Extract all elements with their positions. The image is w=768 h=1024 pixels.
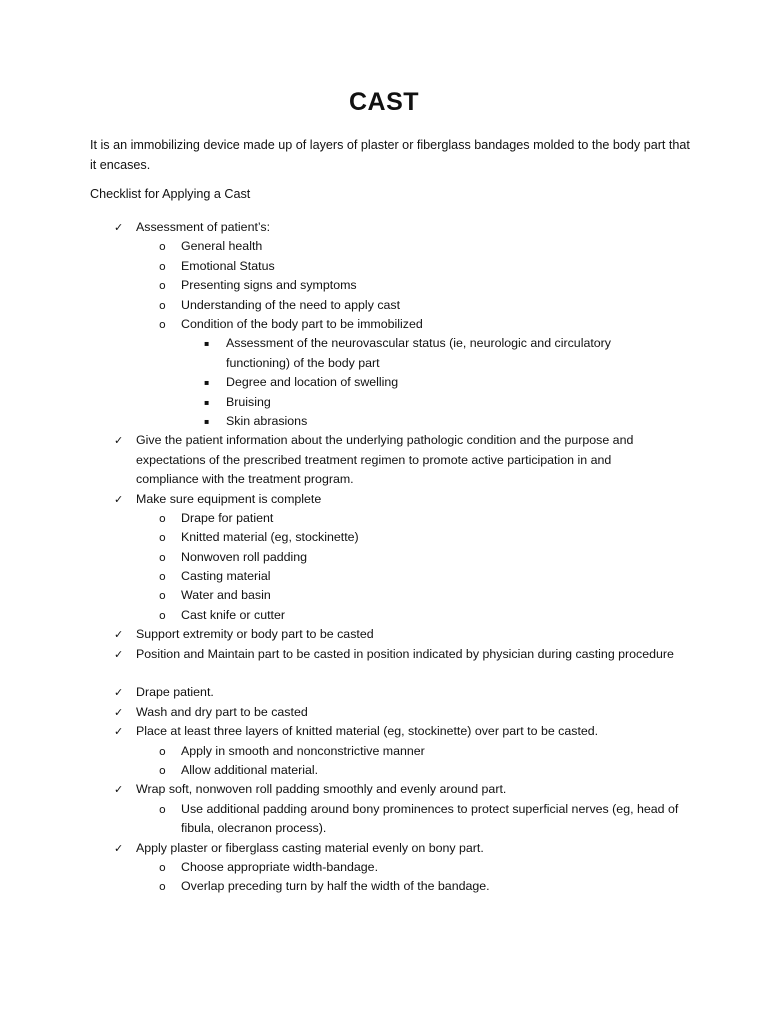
list-item-text: Skin abrasions [226,413,308,428]
list-item-text: Casting material [181,569,271,584]
list-item-level-3 [0,393,768,412]
list-item-text: Assessment of the neurovascular status (ie, neurologic and circulatory functioning) of the body part [226,336,611,370]
list-item-level-2 [0,858,768,877]
list-item-level-2 [0,528,768,547]
list-item-text: Drape for patient [181,510,274,525]
checkmark-icon: ✓ [114,841,124,855]
list-item-level-2 [0,761,768,780]
list-item-level-2 [0,315,768,334]
list-item-text: Nonwoven roll padding [181,549,308,564]
page-title: CAST [348,88,420,116]
list-item-text: Position and Maintain part to be casted in position indicated by physician during casting procedure [136,646,674,661]
circle-bullet-icon: o [159,317,166,331]
checkmark-icon: ✓ [114,705,124,719]
list-item-level-1 [0,780,768,799]
list-item-level-3 [0,412,768,431]
square-bullet-icon: ▪ [204,397,210,407]
circle-bullet-icon: o [159,279,166,293]
circle-bullet-icon: o [159,744,166,758]
circle-bullet-icon: o [159,240,166,254]
square-bullet-icon: ▪ [204,416,210,426]
list-item-level-2 [0,800,768,839]
list-item-text: General health [181,239,263,254]
circle-bullet-icon: o [159,550,166,564]
list-item-level-2 [0,296,768,315]
list-item-level-1 [0,722,768,741]
list-item-level-3 [0,334,768,373]
list-item-level-1 [0,431,768,489]
checkmark-icon: ✓ [114,686,124,700]
list-item-level-3 [0,373,768,392]
list-item-text: Allow additional material. [181,762,319,777]
checkmark-icon: ✓ [114,725,124,739]
circle-bullet-icon: o [159,880,166,894]
list-item-level-1 [0,490,768,509]
list-item-level-2 [0,606,768,625]
list-item-level-1 [0,645,768,684]
list-item-level-1 [0,218,768,237]
circle-bullet-icon: o [159,511,166,525]
list-item-text: Give the patient information about the underlying pathologic condition and the purpose and expectations of the prescribed treatment regimen to promote active participation in and compliance with the treatment program. [136,433,634,487]
checklist [0,218,768,897]
list-item-level-2 [0,276,768,295]
checkmark-icon: ✓ [114,434,124,448]
list-item-level-1 [0,683,768,702]
list-item-text: Cast knife or cutter [181,607,285,622]
list-item-level-1 [0,625,768,644]
list-item-level-2 [0,877,768,896]
list-item-text: Use additional padding around bony prominences to protect superficial nerves (eg, head of fibula, olecranon process). [181,801,679,836]
circle-bullet-icon: o [159,589,166,603]
checkmark-icon: ✓ [114,783,124,797]
list-item-level-2 [0,567,768,586]
list-item-text: Emotional Status [181,258,275,273]
checkmark-icon: ✓ [114,492,124,506]
list-item-text: Place at least three layers of knitted material (eg, stockinette) over part to be casted. [136,724,599,739]
circle-bullet-icon: o [159,531,166,545]
circle-bullet-icon: o [159,259,166,273]
circle-bullet-icon: o [159,298,166,312]
list-item-text: Bruising [226,394,271,409]
list-item-text: Wrap soft, nonwoven roll padding smoothly and evenly around part. [136,782,507,797]
list-item-level-2 [0,548,768,567]
square-bullet-icon: ▪ [204,339,210,349]
list-item-level-2 [0,237,768,256]
circle-bullet-icon: o [159,802,166,816]
checkmark-icon: ✓ [114,628,124,642]
list-item-text: Assessment of patient’s: [136,220,271,234]
checkmark-icon: ✓ [114,647,124,661]
list-item-text: Support extremity or body part to be casted [136,627,374,642]
list-item-text: Make sure equipment is complete [136,491,322,506]
circle-bullet-icon: o [159,570,166,584]
circle-bullet-icon: o [159,763,166,777]
list-item-level-2 [0,586,768,605]
list-item-text: Wash and dry part to be casted [136,704,308,719]
list-item-level-2 [0,257,768,276]
list-item-text: Presenting signs and symptoms [181,278,357,293]
list-item-text: Understanding of the need to apply cast [181,297,401,312]
list-item-text: Water and basin [181,588,271,603]
intro-paragraph: It is an immobilizing device made up of layers of plaster or fiberglass bandages molded to the body part that it encases. [90,138,690,172]
list-item-text: Apply in smooth and nonconstrictive manner [181,743,425,758]
circle-bullet-icon: o [159,608,166,622]
list-item-text: Apply plaster or fiberglass casting material evenly on bony part. [136,840,484,855]
checklist-heading: Checklist for Applying a Cast [90,187,251,201]
list-item-level-1 [0,703,768,722]
list-item-text: Drape patient. [136,685,214,700]
list-item-text: Choose appropriate width-bandage. [181,859,379,874]
list-item-level-2 [0,509,768,528]
list-item-text: Condition of the body part to be immobilized [181,316,423,331]
list-item-text: Overlap preceding turn by half the width of the bandage. [181,879,490,894]
list-item-text: Degree and location of swelling [226,375,399,390]
list-item-level-2 [0,742,768,761]
list-item-level-1 [0,839,768,858]
circle-bullet-icon: o [159,860,166,874]
list-item-text: Knitted material (eg, stockinette) [181,530,359,545]
checkmark-icon: ✓ [114,221,124,234]
square-bullet-icon: ▪ [204,378,210,388]
